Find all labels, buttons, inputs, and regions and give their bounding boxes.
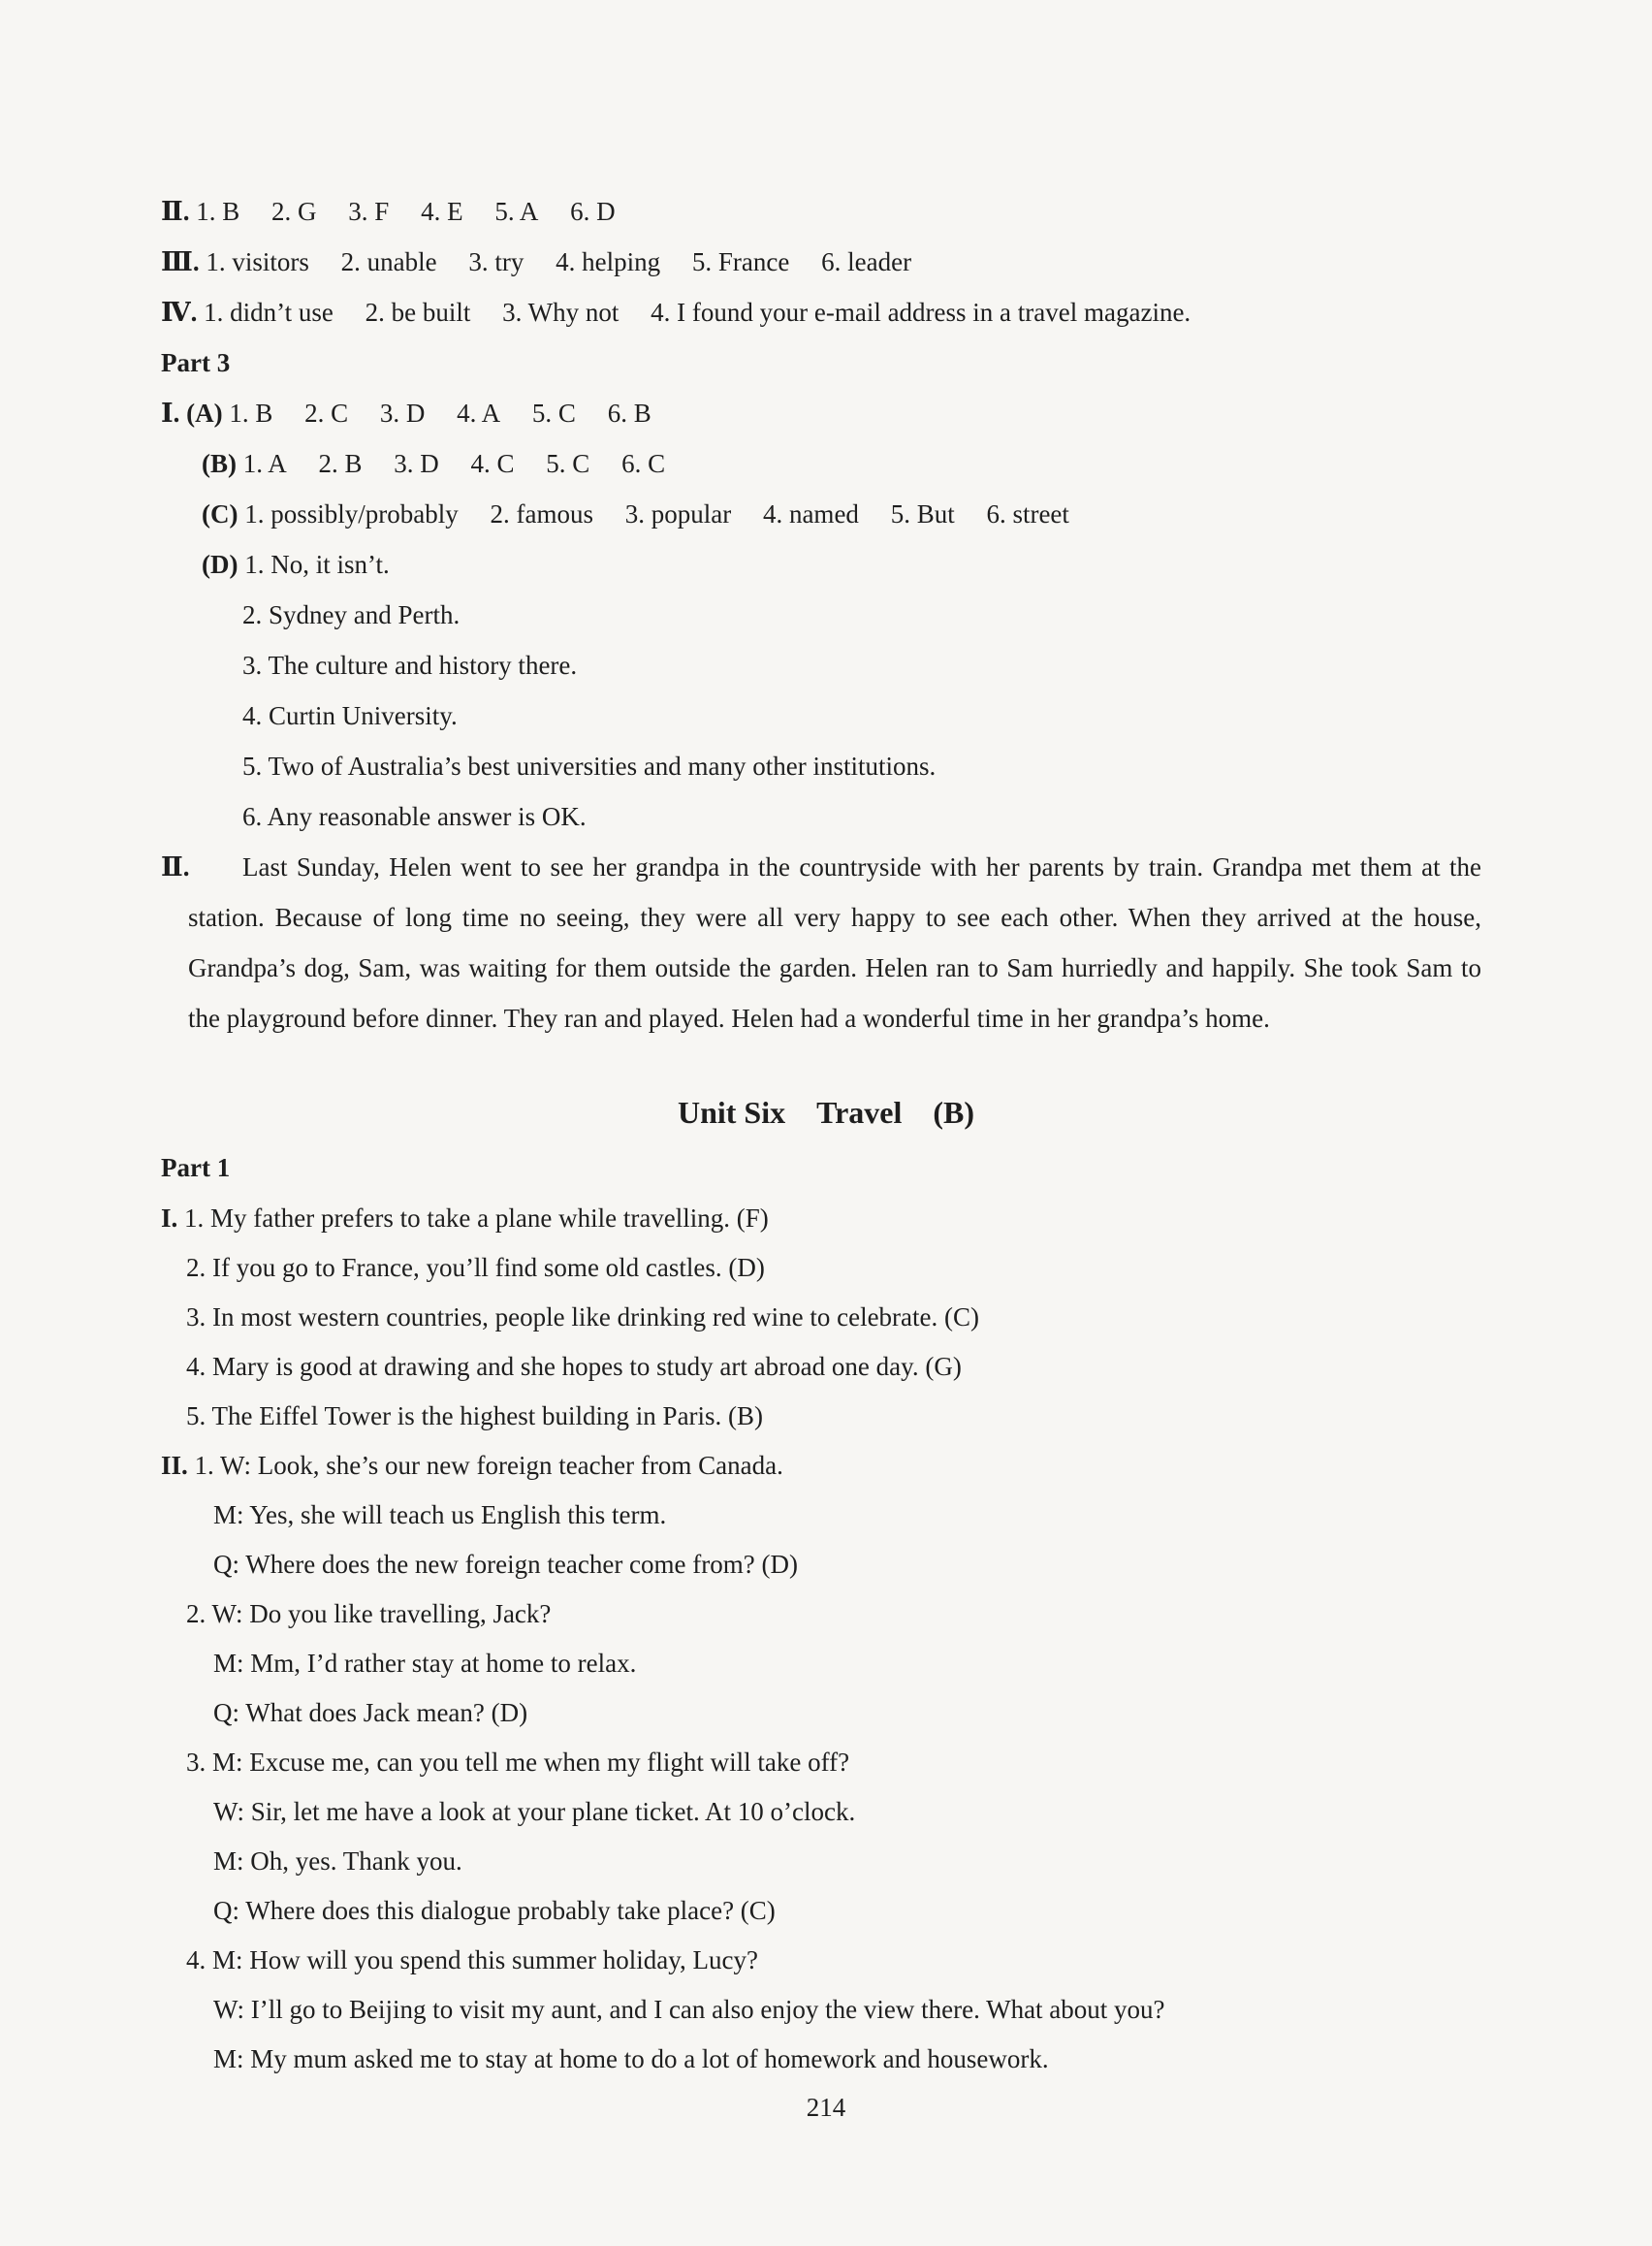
- part1-II-line-9: M: Oh, yes. Thank you.: [213, 1846, 462, 1876]
- part3-II-label: Ⅱ.: [161, 852, 190, 882]
- page-number: 214: [806, 2093, 846, 2122]
- part1-II-line-12: W: I’ll go to Beijing to visit my aunt, and I can also enjoy the view there. What about you?: [213, 1995, 1165, 2024]
- part1-II-line-5: M: Mm, I’d rather stay at home to relax.: [213, 1649, 637, 1678]
- part1-I-item-4: 4. Mary is good at drawing and she hopes to study art abroad one day. (G): [186, 1352, 962, 1381]
- part1-II-line-10: Q: Where does this dialogue probably take place? (C): [213, 1896, 776, 1925]
- unit-title: Unit Six Travel (B): [677, 1095, 975, 1130]
- part1-II-line-11: 4. M: How will you spend this summer holiday, Lucy?: [186, 1945, 758, 1974]
- part3-I-D-answer-3: 3. The culture and history there.: [242, 651, 578, 680]
- section-III-answers: Ⅲ. 1. visitors 2. unable 3. try 4. helping 5. France 6. leader: [161, 247, 912, 276]
- section-IV-answers: Ⅳ. 1. didn’t use 2. be built 3. Why not 4. I found your e-mail address in a travel magazine.: [161, 298, 1191, 327]
- section-II-answers: Ⅱ. 1. B 2. G 3. F 4. E 5. A 6. D: [161, 197, 616, 226]
- part3-I-D-answer-5: 5. Two of Australia’s best universities and many other institutions.: [242, 752, 937, 781]
- part1-heading: Part 1: [161, 1153, 231, 1182]
- part1-I-item-5: 5. The Eiffel Tower is the highest building in Paris. (B): [186, 1401, 764, 1430]
- part1-II-line-1: II. 1. W: Look, she’s our new foreign teacher from Canada.: [161, 1451, 783, 1480]
- part3-I-D-answer-1: (D) 1. No, it isn’t.: [202, 550, 390, 579]
- part3-I-C-answers: (C) 1. possibly/probably 2. famous 3. popular 4. named 5. But 6. street: [202, 499, 1069, 529]
- part1-I-item-2: 2. If you go to France, you’ll find some old castles. (D): [186, 1253, 765, 1282]
- part3-I-D-answer-4: 4. Curtin University.: [242, 701, 458, 730]
- part1-I-item-1: I. 1. My father prefers to take a plane while travelling. (F): [161, 1203, 769, 1233]
- part1-II-line-3: Q: Where does the new foreign teacher come from? (D): [213, 1550, 798, 1579]
- part1-II-line-7: 3. M: Excuse me, can you tell me when my flight will take off?: [186, 1748, 850, 1777]
- part1-II-line-13: M: My mum asked me to stay at home to do a lot of homework and housework.: [213, 2044, 1049, 2073]
- part3-I-B-answers: (B) 1. A 2. B 3. D 4. C 5. C 6. C: [202, 449, 666, 478]
- part3-I-A-answers: Ⅰ. (A) 1. B 2. C 3. D 4. A 5. C 6. B: [161, 399, 651, 428]
- part1-I-item-3: 3. In most western countries, people like drinking red wine to celebrate. (C): [186, 1302, 980, 1332]
- part3-I-D-answer-2: 2. Sydney and Perth.: [242, 600, 461, 629]
- part1-II-line-6: Q: What does Jack mean? (D): [213, 1698, 528, 1727]
- part3-heading: Part 3: [161, 348, 231, 377]
- part1-II-line-8: W: Sir, let me have a look at your plane ticket. At 10 o’clock.: [213, 1797, 856, 1826]
- part3-I-D-answer-6: 6. Any reasonable answer is OK.: [242, 802, 587, 831]
- part1-II-line-2: M: Yes, she will teach us English this term.: [213, 1500, 667, 1529]
- part1-II-line-4: 2. W: Do you like travelling, Jack?: [186, 1599, 552, 1628]
- part3-II-composition: Last Sunday, Helen went to see her grandpa in the countryside with her parents by train. Grandpa met them at the station. Because of long time no seeing, they were all very happy to see each other. When they arrived at the house, Grandpa’s dog, Sam, was waiting for them outside the garden. Helen ran to Sam hurriedly and happily. She took Sam to the playground before dinner. They ran and played. Helen had a wonderful time in her grandpa’s home.: [188, 852, 1481, 1033]
